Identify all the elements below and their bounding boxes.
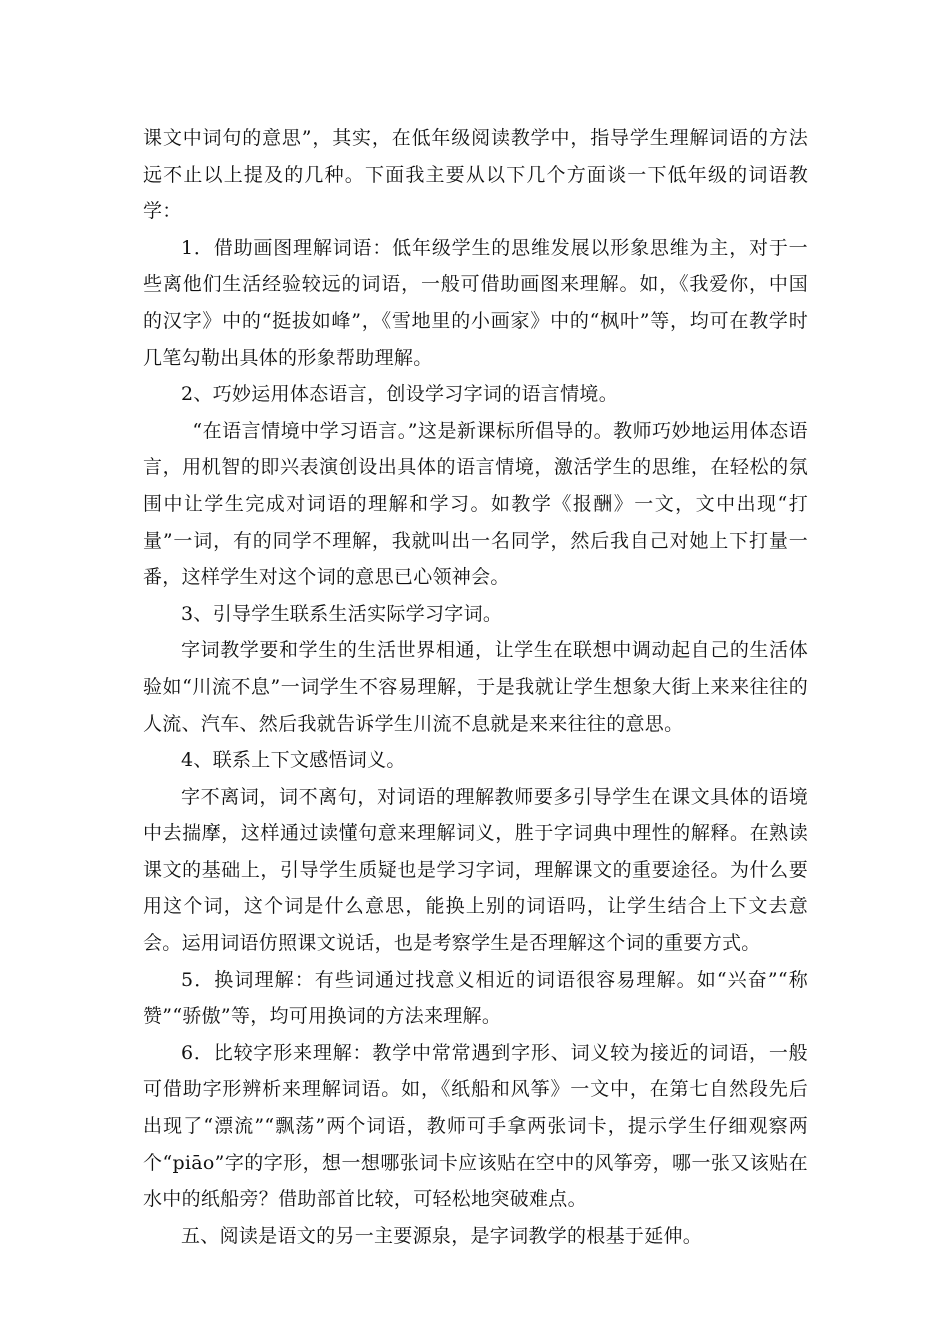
paragraph-method-drawing: 1．借助画图理解词语：低年级学生的思维发展以形象思维为主，对于一些离他们生活经验较远的词语，一般可借助画图来理解。如，《我爱你，中国的汉字》中的“挺拔如峰”，《雪地里的小画家》中的“枫叶”等，均可在教学时几笔勾勒出具体的形象帮助理解。 [143, 236, 808, 369]
paragraph-body-language: “在语言情境中学习语言。”这是新课标所倡导的。教师巧妙地运用体态语言，用机智的即兴表演创设出具体的语言情境，激活学生的思维，在轻松的氛围中让学生完成对词语的理解和学习。如教学《报酬》一文，文中出现“打量”一词，有的同学不理解，我就叫出一名同学，然后我自己对她上下打量一番，这样学生对这个词的意思已心领神会。 [143, 419, 808, 589]
paragraph-context: 字不离词，词不离句，对词语的理解教师要多引导学生在课文具体的语境中去揣摩，这样通过读懂句意来理解词义，胜于字词典中理性的解释。在熟读课文的基础上，引导学生质疑也是学习字词，理解课文的重要途径。为什么要用这个词，这个词是什么意思，能换上别的词语吗，让学生结合上下文去意会。运用词语仿照课文说话，也是考察学生是否理解这个词的重要方式。 [143, 785, 808, 955]
paragraph-real-life: 字词教学要和学生的生活世界相通，让学生在联想中调动起自己的生活体验如“川流不息”一词学生不容易理解，于是我就让学生想象大街上来来往往的人流、汽车、然后我就告诉学生川流不息就是来来往往的意思。 [143, 639, 808, 735]
body-text [143, 120, 808, 1254]
paragraph-heading-body-language: 2、巧妙运用体态语言，创设学习字词的语言情境。 [181, 383, 618, 406]
paragraph-section-five: 五、阅读是语文的另一主要源泉，是字词教学的根基于延伸。 [181, 1224, 703, 1247]
paragraph-heading-context: 4、联系上下文感悟词义。 [181, 749, 406, 772]
paragraph-heading-real-life: 3、引导学生联系生活实际学习字词。 [181, 602, 503, 625]
paragraph-continuation: 课文中词句的意思”，其实，在低年级阅读教学中，指导学生理解词语的方法远不止以上提及的几种。下面我主要从以下几个方面谈一下低年级的词语教学： [143, 127, 808, 223]
paragraph-method-glyph-compare: 6．比较字形来理解：教学中常常遇到字形、词义较为接近的词语，一般可借助字形辨析来理解词语。如，《纸船和风筝》一文中，在第七自然段先后出现了“漂流”“飘荡”两个词语，教师可手拿两张词卡，提示学生仔细观察两个“piāo”字的字形，想一想哪张词卡应该贴在空中的风筝旁，哪一张又该贴在水中的纸船旁？借助部首比较，可轻松地突破难点。 [143, 1041, 808, 1211]
paragraph-method-substitution: 5．换词理解：有些词通过找意义相近的词语很容易理解。如“兴奋”“称赞”“骄傲”等，均可用换词的方法来理解。 [143, 968, 808, 1028]
